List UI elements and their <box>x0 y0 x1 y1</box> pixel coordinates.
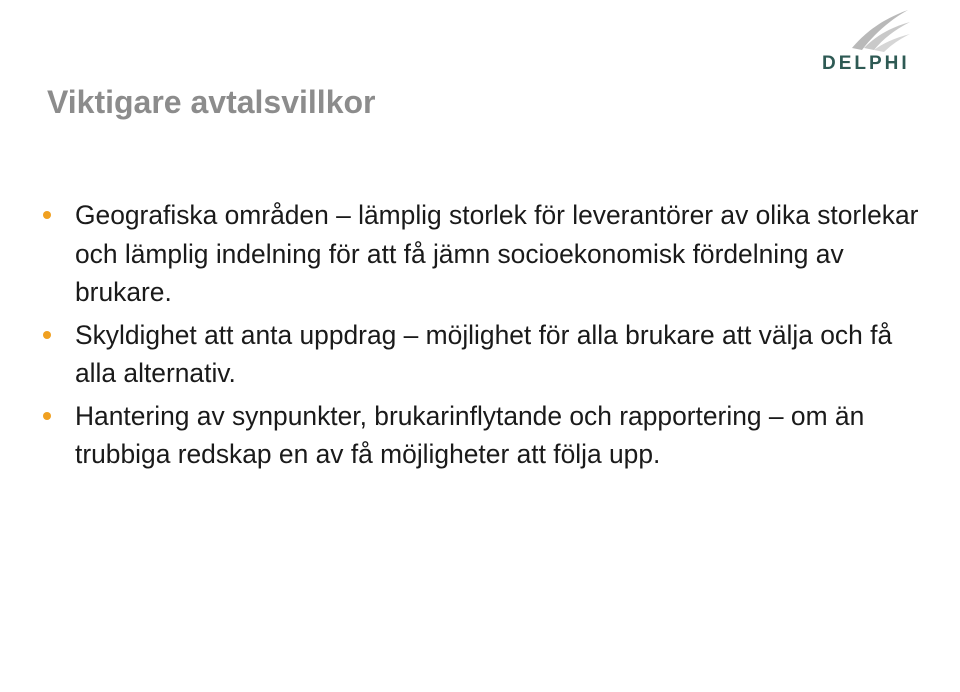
bullet-marker-icon <box>43 412 51 420</box>
bullet-list <box>0 196 960 474</box>
delphi-swoosh-icon <box>850 4 912 52</box>
bullet-marker-icon <box>43 211 51 219</box>
bullet-item <box>0 316 960 393</box>
delphi-wordmark: DELPHI <box>822 53 910 74</box>
bullet-text: Geografiska områden – lämplig storlek för leverantörer av olika storlekar och lämplig indelning för att få jämn socioekonomisk fördelning av brukare. <box>75 200 919 307</box>
bullet-item <box>0 397 960 474</box>
slide-title: Viktigare avtalsvillkor <box>47 84 376 120</box>
bullet-item <box>0 196 960 312</box>
bullet-marker-icon <box>43 331 51 339</box>
delphi-logo <box>818 4 930 74</box>
bullet-text: Hantering av synpunkter, brukarinflytande och rapportering – om än trubbiga redskap en av få möjligheter att följa upp. <box>75 400 865 469</box>
bullet-text: Skyldighet att anta uppdrag – möjlighet för alla brukare att välja och få alla alternativ. <box>75 319 893 388</box>
